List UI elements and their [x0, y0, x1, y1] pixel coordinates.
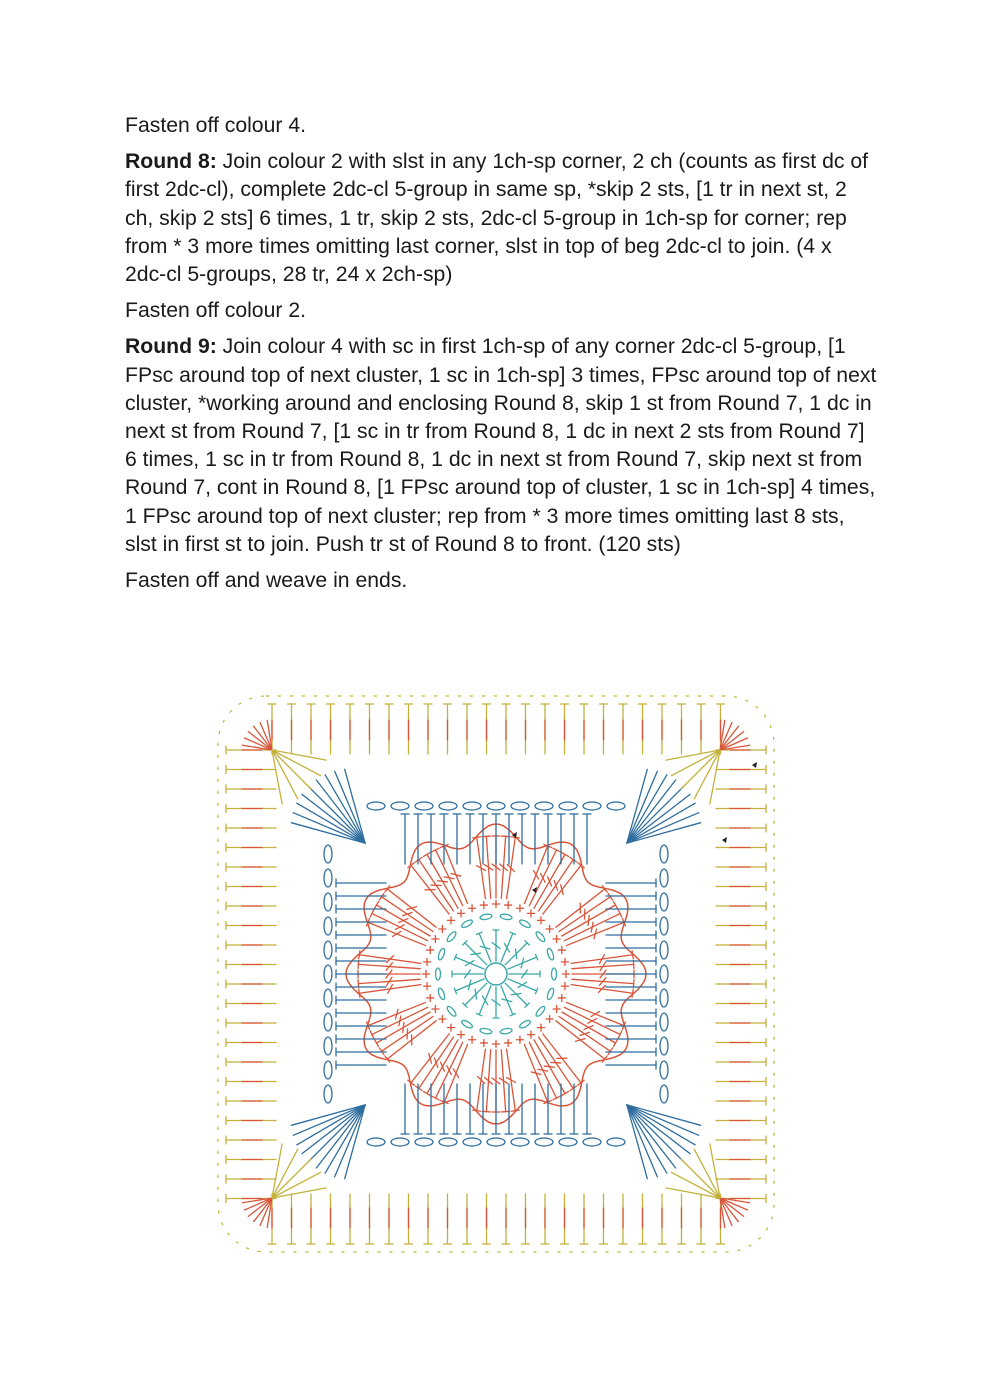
blue-chain [324, 965, 332, 983]
teal-chain [480, 1028, 493, 1035]
red-tr-stitch [575, 1039, 585, 1042]
teal-chain [546, 987, 555, 1000]
red-tr-stitch [435, 1058, 438, 1067]
blue-chain [439, 802, 457, 810]
teal-chain [437, 948, 446, 961]
red-tr-stitch [424, 852, 431, 856]
teal-chain [437, 987, 446, 1000]
blue-chain [660, 1061, 668, 1079]
paragraph-label: Round 8: [125, 150, 217, 174]
teal-chain [436, 968, 441, 980]
teal-dc-stitch [511, 993, 521, 994]
red-tr-stitch [415, 857, 422, 861]
paragraph-label: Round 9: [125, 335, 217, 359]
blue-chain [660, 1013, 668, 1031]
blue-chain [660, 1037, 668, 1055]
paragraph-fasten-off-colour-4 [125, 112, 877, 140]
teal-chain [461, 919, 474, 929]
red-tr-stitch [403, 1023, 404, 1033]
teal-chain [480, 913, 493, 920]
blue-chain [324, 941, 332, 959]
blue-chain [660, 989, 668, 1007]
blue-chain [415, 1138, 433, 1146]
red-tr-stitch [608, 1048, 612, 1055]
blue-chain [660, 965, 668, 983]
teal-chain [500, 1028, 513, 1035]
blue-chain [487, 802, 505, 810]
blue-chain [463, 802, 481, 810]
red-tr-stitch [562, 852, 569, 856]
blue-chain [367, 802, 385, 810]
blue-chain [324, 989, 332, 1007]
red-tr-stitch [588, 916, 589, 926]
pattern-instructions [125, 112, 877, 603]
crochet-square-chart [212, 690, 780, 1258]
blue-chain [660, 1085, 668, 1103]
teal-chain [535, 1005, 547, 1017]
red-tr-stitch [562, 1092, 569, 1096]
blue-chain [559, 1138, 577, 1146]
red-tr-stitch [415, 1086, 422, 1090]
red-tr-stitch [374, 1040, 378, 1047]
magic-ring [485, 963, 507, 985]
blue-chain [324, 1037, 332, 1055]
blue-chain [559, 802, 577, 810]
teal-chain [546, 948, 555, 961]
teal-chain [461, 1019, 474, 1029]
blue-chain [463, 1138, 481, 1146]
red-tr-stitch [444, 877, 454, 879]
red-tr-stitch [379, 1048, 383, 1055]
red-tr-stitch [424, 1092, 431, 1096]
paragraph-fasten-off-weave-ends [125, 567, 877, 595]
blue-chain [324, 1061, 332, 1079]
teal-chain [519, 1019, 532, 1029]
paragraph-text: Fasten off colour 2. [125, 299, 306, 323]
teal-chain [500, 913, 513, 920]
teal-chain [535, 931, 547, 943]
red-tr-stitch [591, 922, 593, 932]
red-tr-stitch [580, 1032, 589, 1035]
paragraph-text: Join colour 4 with sc in first 1ch-sp of any corner 2dc-cl 5-group, [1 FPsc around top of next cluster, 1 sc in 1ch-sp] 3 times, FPsc around top of next cluster, *working around and enclosing Round 8, skip 1 st from Round 7, 1 dc in next st from Round 7, [1 sc in tr from Round 8, 1 dc in next 2 sts from Round 7] 6 times, 1 sc in tr from Round 8, 1 dc in next st from Round 7, skip next st from Round 7, cont in Round 8, [1 FPsc around top of cluster, 1 sc in 1ch-sp] 4 times, 1 FPsc around top of next cluster; rep from * 3 more times omitting last 8 sts, slst in first st to join. Push tr st of Round 8 to front. (120 sts) [125, 335, 877, 556]
blue-chain [324, 1085, 332, 1103]
blue-chain [324, 869, 332, 887]
red-tr-stitch [438, 881, 448, 882]
blue-chain [324, 893, 332, 911]
blue-chain [511, 1138, 529, 1146]
red-tr-stitch [374, 902, 378, 909]
teal-dc-stitch [471, 953, 481, 954]
paragraph-round-9 [125, 333, 877, 559]
teal-chain [446, 1005, 458, 1017]
teal-dc-stitch [475, 989, 476, 999]
paragraph-text: Join colour 2 with slst in any 1ch-sp corner, 2 ch (counts as first dc of first 2dc-cl), complete 2dc-cl 5-group in same sp, *skip 2 sts, [1 tr in next st, 2 ch, skip 2 sts] 6 times, 1 tr, skip 2 sts, 2dc-cl 5-group in 1ch-sp for corner; rep from * 3 more times omitting last corner, slst in top of beg 2dc-cl to join. (4 x 2dc-cl 5-groups, 28 tr, 24 x 2ch-sp) [125, 150, 869, 287]
red-tr-stitch [379, 893, 383, 900]
paragraph-fasten-off-colour-2 [125, 297, 877, 325]
red-tr-stitch [608, 893, 612, 900]
red-tr-stitch [399, 1016, 401, 1026]
blue-chain [583, 1138, 601, 1146]
blue-chain [660, 917, 668, 935]
red-tr-stitch [545, 1066, 555, 1067]
teal-chain [519, 919, 532, 929]
red-tr-stitch [614, 902, 618, 909]
join-marker [752, 762, 757, 768]
blue-chain [415, 802, 433, 810]
red-tr-stitch [407, 907, 417, 910]
blue-chain [607, 802, 625, 810]
blue-chain [439, 1138, 457, 1146]
blue-chain [660, 941, 668, 959]
paragraph-text: Fasten off colour 4. [125, 114, 306, 137]
blue-chain [660, 845, 668, 863]
blue-chain [391, 1138, 409, 1146]
blue-chain [535, 802, 553, 810]
red-tr-stitch [554, 881, 557, 890]
paragraph-text: Fasten off and weave in ends. [125, 569, 408, 593]
blue-chain [487, 1138, 505, 1146]
paragraph-round-8 [125, 148, 877, 289]
blue-chain [607, 1138, 625, 1146]
blue-chain [367, 1138, 385, 1146]
blue-chain [324, 845, 332, 863]
teal-dc-stitch [515, 949, 516, 959]
blue-chain [535, 1138, 553, 1146]
blue-chain [324, 1013, 332, 1031]
teal-chain [552, 968, 557, 980]
red-tr-stitch [403, 913, 412, 916]
blue-chain [324, 917, 332, 935]
red-tr-stitch [429, 1053, 432, 1063]
blue-chain [583, 802, 601, 810]
blue-chain [511, 802, 529, 810]
join-marker [722, 837, 727, 843]
red-tr-stitch [538, 1069, 548, 1071]
red-tr-stitch [570, 1086, 577, 1090]
red-tr-stitch [614, 1040, 618, 1047]
red-tr-stitch [570, 857, 577, 861]
teal-chain [446, 931, 458, 943]
blue-chain [660, 869, 668, 887]
blue-chain [660, 893, 668, 911]
blue-chain [391, 802, 409, 810]
red-tr-stitch [561, 885, 564, 895]
